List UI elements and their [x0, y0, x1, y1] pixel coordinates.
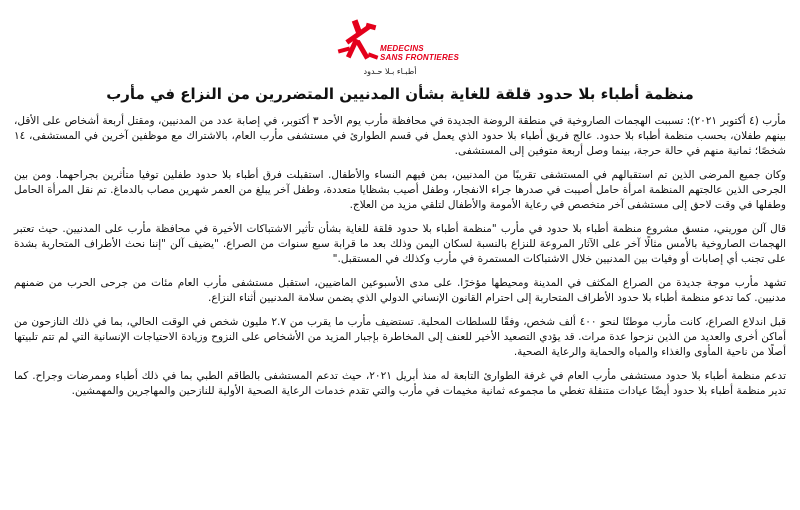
msf-runner-icon	[336, 18, 382, 68]
paragraph-5: قبل اندلاع الصراع، كانت مأرب موطنًا لنحو ٤٠٠ ألف شخص، وفقًا للسلطات المحلية. تستضيف مأرب ما يقرب من ٢.٧ مليون شخص في الوقت الحالي، بما في ذلك النازحون من أماكن أخرى والعديد من الذين نزحوا عدة مرات. قد يؤدي التصعيد الأخير للعنف إلى المخاطرة بإجبار المزيد من الأشخاص على النزوح وزيادة الاحتياجات الإنسانية التي لم تتم تلبيتها أصلًا من ناحية المأوى والغذاء والمياه والحماية والرعاية الصحية.	[14, 316, 787, 358]
msf-logo-arabic: أطبـاء بـلا حـدود	[363, 67, 417, 76]
press-release-title: منظمة أطباء بلا حدود قلقة للغاية بشأن المدنيين المتضررين من النزاع في مأرب	[106, 85, 694, 103]
paragraph-3: قال آلن موريني، منسق مشروع منظمة أطباء بلا حدود في مأرب "منظمة أطباء بلا حدود قلقة للغاية بشأن تأثير الاشتباكات الأخيرة في محافظة مأرب على المدنيين. حيث تعتبر الهجمات الصاروخية بالأمس مثالًا آخر على الآثار المروعة للنزاع بالنسبة لسكان اليمن وذلك بعد ما قرابة سبع سنوات من الصراع. "يضيف آلن "إننا نحث الأطراف المتحاربة بشدة على تجنب أي إصابات أو وفيات بين المدنيين خلال الاشتباكات المستمرة في مأرب وكذلك في المستقبل."	[14, 223, 786, 265]
press-release-body	[14, 114, 786, 408]
logo-en-line1: MEDECINS	[380, 44, 424, 53]
logo-en-line2: SANS FRONTIERES	[380, 53, 460, 62]
paragraph-1: مأرب (٤ أكتوبر ٢٠٢١): تسببت الهجمات الصاروخية في منطقة الروضة الجديدة في محافظة مأرب يوم الأحد ٣ أكتوبر، في إصابة عدد من المدنيين، ومقتل أربعة أشخاص على الأقل، بينهم طفلان، بحسب منظمة أطباء بلا حدود. عالج فريق أطباء بلا حدود الذي يعمل في قسم الطوارئ في مستشفى مأرب العام، بالاشتراك مع موظفين آخرين في المستشفى، ١٤ شخصًا؛ ثمانية منهم في حالة حرجة، بينما وصل أربعة متوفين إلى المستشفى.	[14, 115, 787, 157]
msf-logo	[330, 14, 470, 82]
paragraph-2: وكان جميع المرضى الذين تم استقبالهم في المستشفى تقريبًا من المدنيين، بمن فيهم النساء والأطفال. استقبلت فرق أطباء بلا حدود طفلين توفيا متأثرين بجراحهما. ومن بين الجرحى الذين عالجتهم المنظمة امرأة حامل أصيبت في صدرها جراء الانفجار، وطفل أصيب بشظايا متعددة، وطفل آخر يبلغ من العمر شهرين مصاب بالدماغ. تم نقل المرأة الحامل وطفلها في وقت لاحق إلى مستشفى آخر متخصص في رعاية الأمومة والأطفال لتلقي مزيد من العلاج.	[14, 169, 786, 211]
paragraph-6: تدعم منظمة أطباء بلا حدود مستشفى مأرب العام في غرفة الطوارئ التابعة له منذ أبريل ٢٠٢١، حيث تدعم المستشفى بالطاقم الطبي بما في ذلك أطباء وممرضات وجراح. كما تدير منظمة أطباء بلا حدود أيضًا عيادات متنقلة تغطي ما مجموعه ثمانية مخيمات في مأرب والتي تقدم خدمات الرعاية الصحية الأولية للنازحين والمهاجرين والمهمشين.	[14, 370, 786, 397]
paragraph-4: تشهد مأرب موجة جديدة من الصراع المكثف في المدينة ومحيطها مؤخرًا. على مدى الأسبوعين الماضيين، استقبل مستشفى مأرب العام مئات من جرحى الحرب من ضمنهم مدنيين. كما تدعو منظمة أطباء بلا حدود الأطراف المتحاربة إلى احترام القانون الإنساني الدولي الذي يضمن سلامة المدنيين أثناء النزاع.	[14, 277, 786, 304]
msf-logo-english	[380, 44, 459, 62]
